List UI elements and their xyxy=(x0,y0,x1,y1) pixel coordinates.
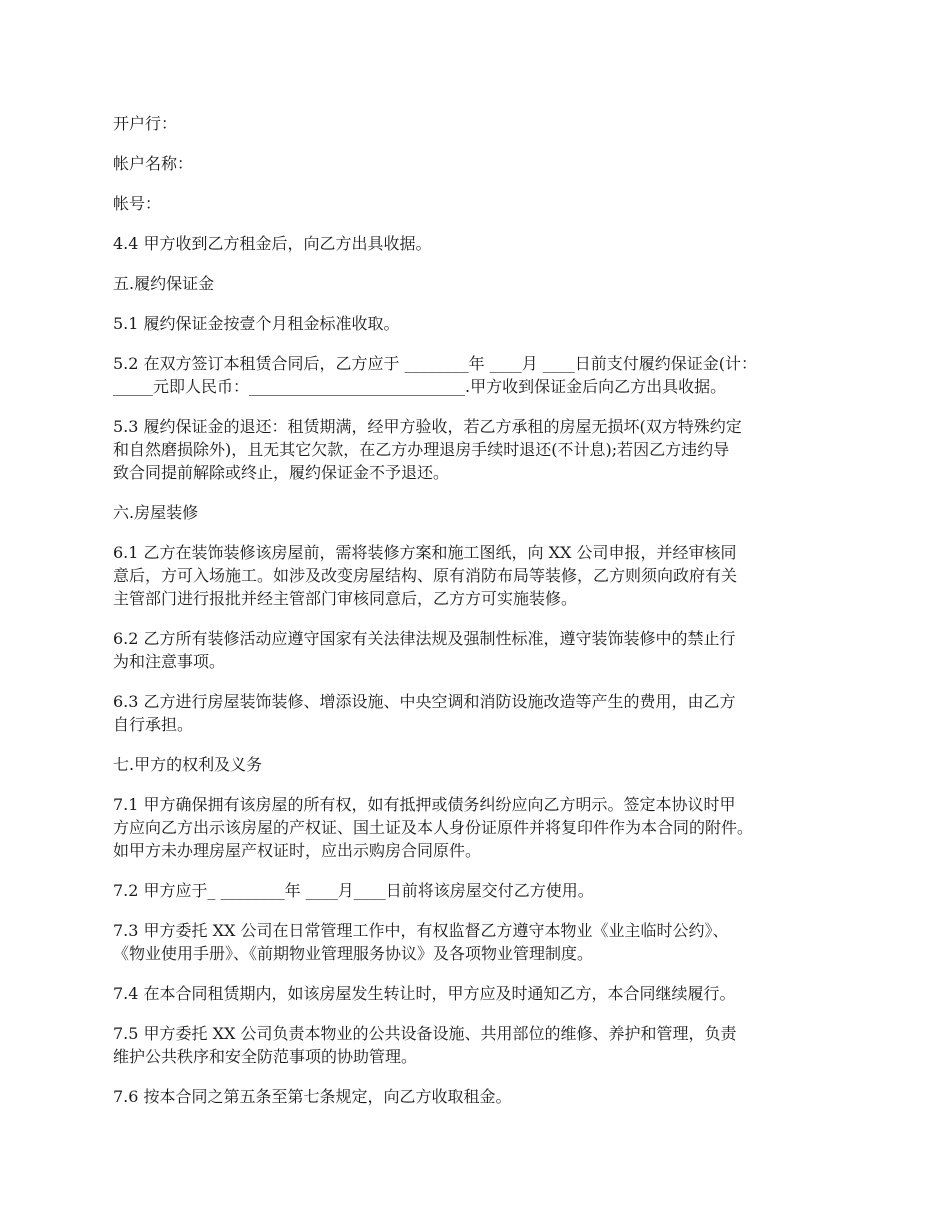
text-line: 《物业使用手册》、《前期物业管理服务协议》及各项物业管理制度。 xyxy=(113,944,594,963)
text-line: 7.4 在本合同租赁期内，如该房屋发生转让时，甲方应及时通知乙方，本合同继续履行。 xyxy=(113,984,736,1003)
account-name-line xyxy=(113,152,855,175)
account-number-line xyxy=(113,192,855,215)
text-line: 6.3 乙方进行房屋装饰装修、增添设施、中央空调和消防设施改造等产生的费用，由乙方 xyxy=(113,692,736,711)
clause-5-3 xyxy=(113,415,855,484)
text-line: 为和注意事项。 xyxy=(113,652,226,671)
text-line: 4.4 甲方收到乙方租金后，向乙方出具收据。 xyxy=(113,234,432,253)
clause-6-2 xyxy=(113,627,855,673)
clause-7-3 xyxy=(113,919,855,965)
clause-5-2 xyxy=(113,352,855,398)
text-line: 五.履约保证金 xyxy=(113,274,215,293)
clause-7-4 xyxy=(113,982,855,1005)
document-page xyxy=(113,112,855,1125)
section-heading-7 xyxy=(113,753,855,776)
text-line: 意后，方可入场施工。如涉及改变房屋结构、原有消防布局等装修，乙方则须向政府有关 xyxy=(113,566,738,585)
text-line: 帐号： xyxy=(113,194,162,213)
text-line: 和自然磨损除外)，且无其它欠款，在乙方办理退房手续时退还(不计息);若因乙方违约导 xyxy=(113,440,730,459)
text-line: 开户行： xyxy=(113,114,178,133)
text-line: 帐户名称： xyxy=(113,154,194,173)
text-line: 致合同提前解除或终止，履约保证金不予退还。 xyxy=(113,463,450,482)
text-line: 如甲方未办理房屋产权证时，应出示购房合同原件。 xyxy=(113,841,482,860)
text-line: 7.3 甲方委托 XX 公司在日常管理工作中，有权监督乙方遵守本物业《业主临时公约》、 xyxy=(113,921,729,940)
text-line: 主管部门进行报批并经主管部门审核同意后，乙方方可实施装修。 xyxy=(113,589,578,608)
clause-5-1 xyxy=(113,312,855,335)
text-line: 6.2 乙方所有装修活动应遵守国家有关法律法规及强制性标准，遵守装饰装修中的禁止行 xyxy=(113,629,736,648)
text-line: 7.6 按本合同之第五条至第七条规定，向乙方收取租金。 xyxy=(113,1087,512,1106)
section-heading-5 xyxy=(113,272,855,295)
clause-6-3 xyxy=(113,690,855,736)
clause-7-1 xyxy=(113,793,855,862)
clause-7-6 xyxy=(113,1085,855,1108)
text-line: 5.3 履约保证金的退还：租赁期满，经甲方验收，若乙方承租的房屋无损坏(双方特殊约定 xyxy=(113,417,742,436)
text-line: 七.甲方的权利及义务 xyxy=(113,755,263,774)
clause-7-5 xyxy=(113,1022,855,1068)
bank-line xyxy=(113,112,855,135)
clause-7-2 xyxy=(113,879,855,902)
text-line: 维护公共秩序和安全防范事项的协助管理。 xyxy=(113,1047,418,1066)
text-line: 六.房屋装修 xyxy=(113,503,199,522)
text-line: 自行承担。 xyxy=(113,715,194,734)
text-line: 7.2 甲方应于_ ________年 ____月____日前将该房屋交付乙方使用。 xyxy=(113,881,594,900)
text-line: _____元即人民币：___________________________.甲方收到保证金后向乙方出具收据。 xyxy=(113,377,727,396)
text-line: 方应向乙方出示该房屋的产权证、国土证及本人身份证原件并将复印件作为本合同的附件。 xyxy=(113,818,754,837)
text-line: 6.1 乙方在装饰装修该房屋前，需将装修方案和施工图纸，向 XX 公司申报，并经审核同 xyxy=(113,543,737,562)
text-line: 7.1 甲方确保拥有该房屋的所有权，如有抵押或债务纠纷应向乙方明示。签定本协议时甲 xyxy=(113,795,736,814)
clause-4-4 xyxy=(113,232,855,255)
text-line: 5.2 在双方签订本租赁合同后，乙方应于 ________年 ____月 ____日前支付履约保证金(计： xyxy=(113,354,758,373)
section-heading-6 xyxy=(113,501,855,524)
clause-6-1 xyxy=(113,541,855,610)
text-line: 5.1 履约保证金按壹个月租金标准收取。 xyxy=(113,314,400,333)
text-line: 7.5 甲方委托 XX 公司负责本物业的公共设备设施、共用部位的维修、养护和管理，负责 xyxy=(113,1024,737,1043)
